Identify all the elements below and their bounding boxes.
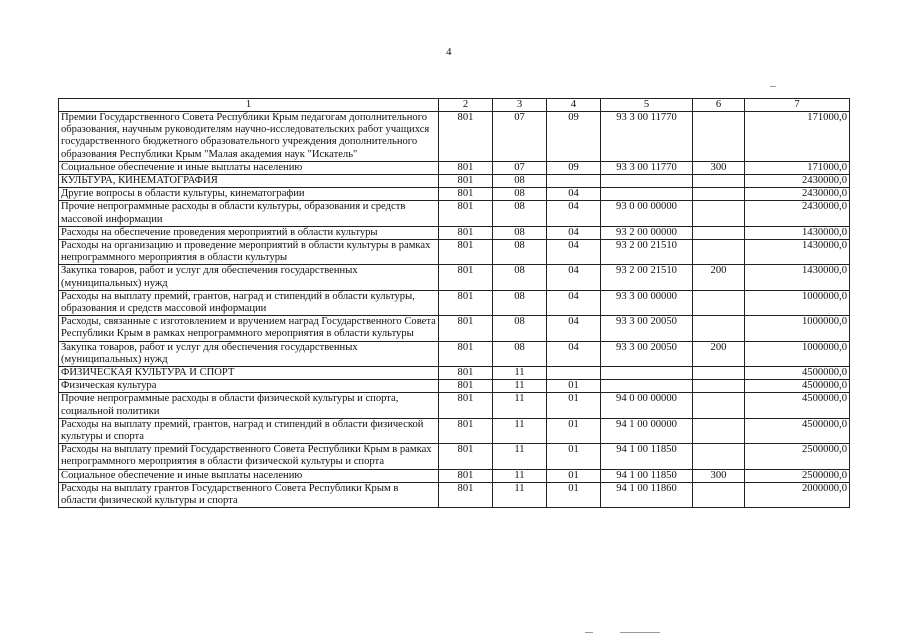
row-ministry-code: 801 (439, 265, 493, 290)
row-subsection: 04 (547, 188, 601, 201)
table-row (59, 469, 850, 482)
row-subsection: 04 (547, 290, 601, 315)
row-section: 08 (493, 265, 547, 290)
row-expense-type: 300 (693, 161, 745, 174)
row-amount: 1430000,0 (745, 265, 850, 290)
row-target-article (601, 367, 693, 380)
row-description: Прочие непрограммные расходы в области культуры, образования и средств массовой информации (59, 201, 439, 226)
row-description: Расходы на выплату премий Государственного Совета Республики Крым в рамках непрограммного мероприятия в области физической культуры и спорта (59, 444, 439, 469)
scan-artifact (770, 86, 776, 87)
row-ministry-code: 801 (439, 341, 493, 366)
row-ministry-code: 801 (439, 444, 493, 469)
row-target-article: 93 2 00 21510 (601, 265, 693, 290)
row-amount: 4500000,0 (745, 367, 850, 380)
row-target-article: 93 2 00 21510 (601, 240, 693, 265)
row-subsection: 09 (547, 112, 601, 162)
row-expense-type (693, 175, 745, 188)
row-section: 11 (493, 418, 547, 443)
row-target-article (601, 175, 693, 188)
row-target-article: 94 1 00 00000 (601, 418, 693, 443)
row-amount: 2500000,0 (745, 469, 850, 482)
row-amount: 4500000,0 (745, 393, 850, 418)
row-target-article: 93 2 00 00000 (601, 226, 693, 239)
row-description: Расходы на выплату премий, грантов, наград и стипендий в области культуры, образования и средств массовой информации (59, 290, 439, 315)
row-section: 08 (493, 316, 547, 341)
row-ministry-code: 801 (439, 290, 493, 315)
table-row (59, 161, 850, 174)
table-row (59, 265, 850, 290)
row-expense-type (693, 290, 745, 315)
row-target-article: 94 1 00 11850 (601, 444, 693, 469)
row-subsection: 04 (547, 316, 601, 341)
row-ministry-code: 801 (439, 418, 493, 443)
row-ministry-code: 801 (439, 240, 493, 265)
scan-artifact (585, 632, 593, 633)
row-amount: 1000000,0 (745, 316, 850, 341)
row-ministry-code: 801 (439, 175, 493, 188)
table-row (59, 380, 850, 393)
row-ministry-code: 801 (439, 367, 493, 380)
row-expense-type (693, 316, 745, 341)
table-row (59, 240, 850, 265)
row-ministry-code: 801 (439, 482, 493, 507)
row-description: Премии Государственного Совета Республики Крым педагогам дополнительного образования, научным руководителям научно-исследовательских работ учащихся государственного бюджетного образовательного учреждения дополнительного образования Республики Крым "Малая академия наук "Искатель" (59, 112, 439, 162)
row-subsection: 01 (547, 444, 601, 469)
row-subsection: 01 (547, 469, 601, 482)
header-col-3: 3 (493, 99, 547, 112)
row-ministry-code: 801 (439, 380, 493, 393)
row-description: Расходы на обеспечение проведения мероприятий в области культуры (59, 226, 439, 239)
row-section: 11 (493, 367, 547, 380)
row-section: 07 (493, 112, 547, 162)
row-subsection: 04 (547, 265, 601, 290)
row-section: 08 (493, 226, 547, 239)
row-expense-type (693, 482, 745, 507)
row-amount: 2000000,0 (745, 482, 850, 507)
row-expense-type (693, 367, 745, 380)
scan-artifact (620, 632, 660, 633)
row-target-article (601, 188, 693, 201)
row-target-article: 94 1 00 11860 (601, 482, 693, 507)
row-expense-type (693, 444, 745, 469)
row-ministry-code: 801 (439, 112, 493, 162)
row-amount: 4500000,0 (745, 380, 850, 393)
row-subsection: 01 (547, 393, 601, 418)
row-target-article: 93 3 00 11770 (601, 112, 693, 162)
row-expense-type (693, 226, 745, 239)
table-row (59, 316, 850, 341)
row-ministry-code: 801 (439, 201, 493, 226)
row-section: 08 (493, 188, 547, 201)
row-target-article: 94 0 00 00000 (601, 393, 693, 418)
row-description: Социальное обеспечение и иные выплаты населению (59, 161, 439, 174)
table-row (59, 175, 850, 188)
row-amount: 1000000,0 (745, 341, 850, 366)
row-subsection: 04 (547, 341, 601, 366)
table-row (59, 290, 850, 315)
row-description: Расходы, связанные с изготовлением и вручением наград Государственного Совета Республики Крым в рамках непрограммного мероприятия в области культуры (59, 316, 439, 341)
row-expense-type (693, 240, 745, 265)
header-col-1: 1 (59, 99, 439, 112)
row-target-article: 93 3 00 00000 (601, 290, 693, 315)
row-section: 08 (493, 290, 547, 315)
table-row (59, 393, 850, 418)
row-section: 08 (493, 341, 547, 366)
row-section: 11 (493, 380, 547, 393)
row-target-article: 93 3 00 20050 (601, 341, 693, 366)
row-section: 08 (493, 175, 547, 188)
row-expense-type: 200 (693, 341, 745, 366)
row-ministry-code: 801 (439, 469, 493, 482)
row-section: 08 (493, 240, 547, 265)
row-amount: 2430000,0 (745, 175, 850, 188)
row-amount: 1430000,0 (745, 240, 850, 265)
row-subsection (547, 175, 601, 188)
table-row (59, 367, 850, 380)
row-expense-type (693, 418, 745, 443)
row-subsection: 09 (547, 161, 601, 174)
row-ministry-code: 801 (439, 316, 493, 341)
row-subsection: 01 (547, 380, 601, 393)
row-expense-type: 200 (693, 265, 745, 290)
row-subsection (547, 367, 601, 380)
row-description: ФИЗИЧЕСКАЯ КУЛЬТУРА И СПОРТ (59, 367, 439, 380)
row-target-article: 94 1 00 11850 (601, 469, 693, 482)
row-subsection: 01 (547, 482, 601, 507)
row-target-article (601, 380, 693, 393)
row-section: 08 (493, 201, 547, 226)
row-amount: 2430000,0 (745, 201, 850, 226)
table-row (59, 418, 850, 443)
row-description: Расходы на выплату премий, грантов, наград и стипендий в области физической культуры и спорта (59, 418, 439, 443)
row-ministry-code: 801 (439, 393, 493, 418)
row-description: Прочие непрограммные расходы в области физической культуры и спорта, социальной политики (59, 393, 439, 418)
row-expense-type (693, 201, 745, 226)
row-description: КУЛЬТУРА, КИНЕМАТОГРАФИЯ (59, 175, 439, 188)
row-ministry-code: 801 (439, 188, 493, 201)
row-ministry-code: 801 (439, 226, 493, 239)
row-expense-type: 300 (693, 469, 745, 482)
row-expense-type (693, 393, 745, 418)
table-row (59, 444, 850, 469)
row-expense-type (693, 188, 745, 201)
row-subsection: 01 (547, 418, 601, 443)
row-description: Другие вопросы в области культуры, кинематографии (59, 188, 439, 201)
header-col-4: 4 (547, 99, 601, 112)
row-subsection: 04 (547, 240, 601, 265)
row-subsection: 04 (547, 226, 601, 239)
row-description: Закупка товаров, работ и услуг для обеспечения государственных (муниципальных) нужд (59, 341, 439, 366)
row-target-article: 93 3 00 11770 (601, 161, 693, 174)
page-number: 4 (446, 46, 452, 58)
row-section: 11 (493, 393, 547, 418)
row-section: 11 (493, 469, 547, 482)
row-description: Социальное обеспечение и иные выплаты населению (59, 469, 439, 482)
row-amount: 2430000,0 (745, 188, 850, 201)
header-col-5: 5 (601, 99, 693, 112)
budget-table (58, 98, 850, 508)
row-amount: 171000,0 (745, 112, 850, 162)
row-description: Расходы на организацию и проведение мероприятий в области культуры в рамках непрограммного мероприятия в области культуры (59, 240, 439, 265)
header-col-7: 7 (745, 99, 850, 112)
row-section: 07 (493, 161, 547, 174)
row-description: Расходы на выплату грантов Государственного Совета Республики Крым в области физической культуры и спорта (59, 482, 439, 507)
header-col-6: 6 (693, 99, 745, 112)
row-expense-type (693, 112, 745, 162)
row-ministry-code: 801 (439, 161, 493, 174)
table-row (59, 341, 850, 366)
row-amount: 171000,0 (745, 161, 850, 174)
row-target-article: 93 0 00 00000 (601, 201, 693, 226)
table-row (59, 188, 850, 201)
table-row (59, 201, 850, 226)
header-col-2: 2 (439, 99, 493, 112)
table-row (59, 112, 850, 162)
row-amount: 4500000,0 (745, 418, 850, 443)
table-row (59, 482, 850, 507)
row-description: Закупка товаров, работ и услуг для обеспечения государственных (муниципальных) нужд (59, 265, 439, 290)
table-row (59, 226, 850, 239)
row-amount: 2500000,0 (745, 444, 850, 469)
row-description: Физическая культура (59, 380, 439, 393)
row-section: 11 (493, 444, 547, 469)
row-amount: 1000000,0 (745, 290, 850, 315)
header-row (59, 99, 850, 112)
row-subsection: 04 (547, 201, 601, 226)
row-amount: 1430000,0 (745, 226, 850, 239)
row-target-article: 93 3 00 20050 (601, 316, 693, 341)
row-section: 11 (493, 482, 547, 507)
row-expense-type (693, 380, 745, 393)
